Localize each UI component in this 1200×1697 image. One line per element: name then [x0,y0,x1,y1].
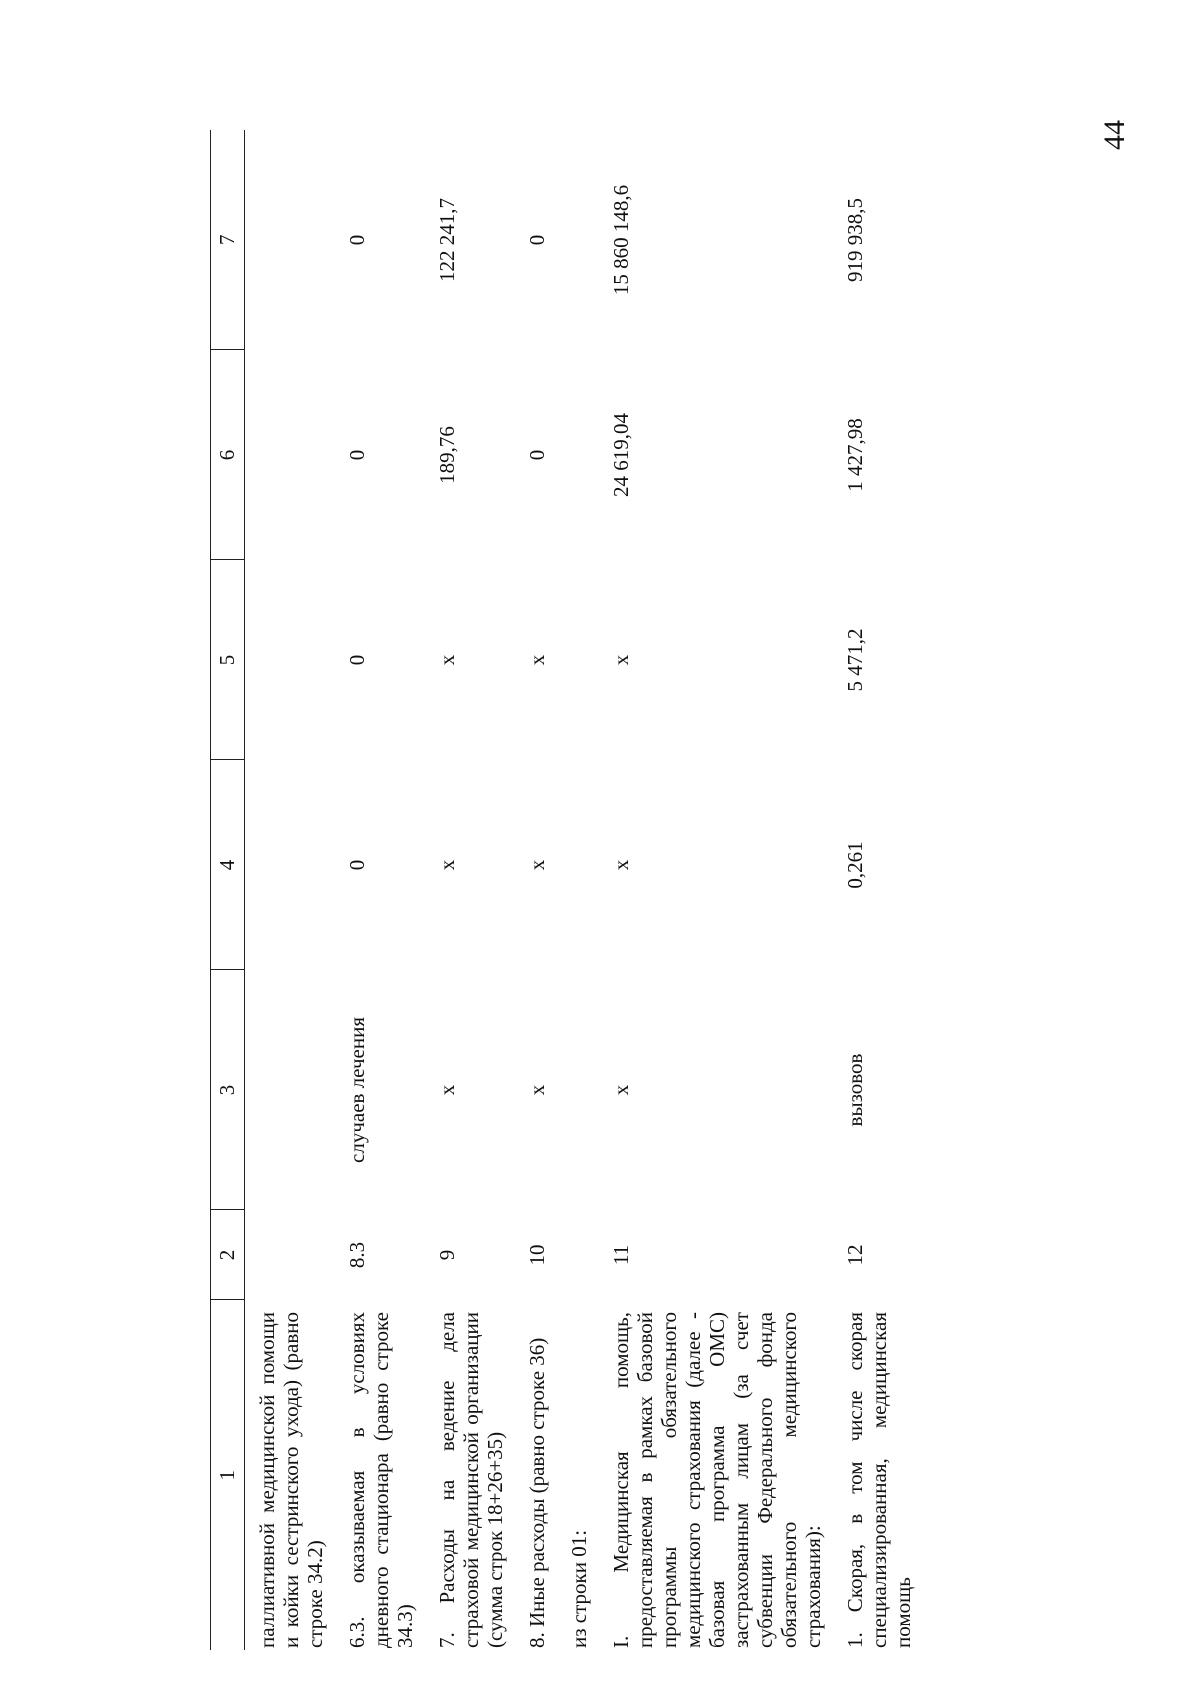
row-value-6 [245,350,336,560]
row-description: 7. Расходы на ведение дела страховой медицинской организации (сумма строк 18+26+35) [435,1312,507,1648]
row-unit: х [525,1084,549,1096]
row-code: 10 [525,1244,549,1266]
column-header-1: 1 [211,1300,245,1650]
column-header-7: 7 [211,130,245,350]
row-value-5 [245,560,336,760]
row-value-4: 0 [345,859,369,871]
row-value-5: х [525,654,549,666]
table-header-row [211,130,245,1650]
column-header-5: 5 [211,560,245,760]
row-description: из строки 01: [567,1529,591,1648]
page-number: 44 [1098,120,1131,150]
row-description: 6.3. оказываемая в условиях дневного стационара (равно строке 34.3) [345,1312,417,1648]
row-value-6: 24 619,04 [609,413,633,497]
table-row [557,130,599,1650]
row-value-7: 0 [525,234,549,246]
row-description: 8. Иные расходы (равно строке 36) [525,1337,549,1648]
table-row [599,130,833,1650]
row-description: I. Медицинская помощь, предоставляемая в рамках базовой программы обязательного медицинского страхования (далее - базовая программа ОМС) застрахованным лицам (за счет субвенции Федерального фонда обязательного медицинского страхования): [609,1312,825,1648]
row-value-4: х [609,859,633,871]
row-description: паллиативной медицинской помощи и койки сестринского ухода) (равно строке 34.2) [255,1312,327,1648]
data-table-rotated [210,130,1200,1650]
row-value-5: 5 471,2 [843,628,867,692]
row-value-7: 0 [345,234,369,246]
column-header-6: 6 [211,350,245,560]
row-value-5: 0 [345,654,369,666]
row-value-6: 189,76 [435,426,459,484]
row-value-6: 1 427,98 [843,418,867,492]
row-code [245,1210,336,1300]
row-unit: вызовов [843,1053,867,1127]
table-row [515,130,557,1650]
row-value-4 [557,760,599,970]
row-value-4: 0,261 [843,841,867,889]
row-value-5 [557,560,599,760]
row-value-5: х [609,654,633,666]
row-value-6 [557,350,599,560]
row-value-7: 919 938,5 [843,198,867,282]
row-code: 12 [843,1244,867,1266]
table-row [335,130,425,1650]
table-row [245,130,336,1650]
row-unit: х [435,1084,459,1096]
row-value-4: х [525,859,549,871]
column-header-3: 3 [211,970,245,1210]
column-header-2: 2 [211,1210,245,1300]
row-code: 9 [435,1249,459,1261]
row-code: 8.3 [345,1241,369,1269]
row-value-6: 0 [345,449,369,461]
row-value-7: 15 860 148,6 [609,184,633,296]
row-value-7 [245,130,336,350]
row-value-4 [245,760,336,970]
row-unit [245,970,336,1210]
row-unit: случаев лечения [345,1017,369,1163]
table-row [425,130,515,1650]
row-unit [557,970,599,1210]
row-value-4: х [435,859,459,871]
data-table [210,130,923,1650]
row-code: 11 [609,1244,633,1266]
row-description: 1. Скорая, в том числе скорая специализированная, медицинская помощь [843,1312,915,1648]
row-value-6: 0 [525,449,549,461]
row-value-7: 122 241,7 [435,198,459,282]
table-row [833,130,923,1650]
row-unit: х [609,1084,633,1096]
row-code [557,1210,599,1300]
row-value-5: х [435,654,459,666]
row-value-7 [557,130,599,350]
column-header-4: 4 [211,760,245,970]
